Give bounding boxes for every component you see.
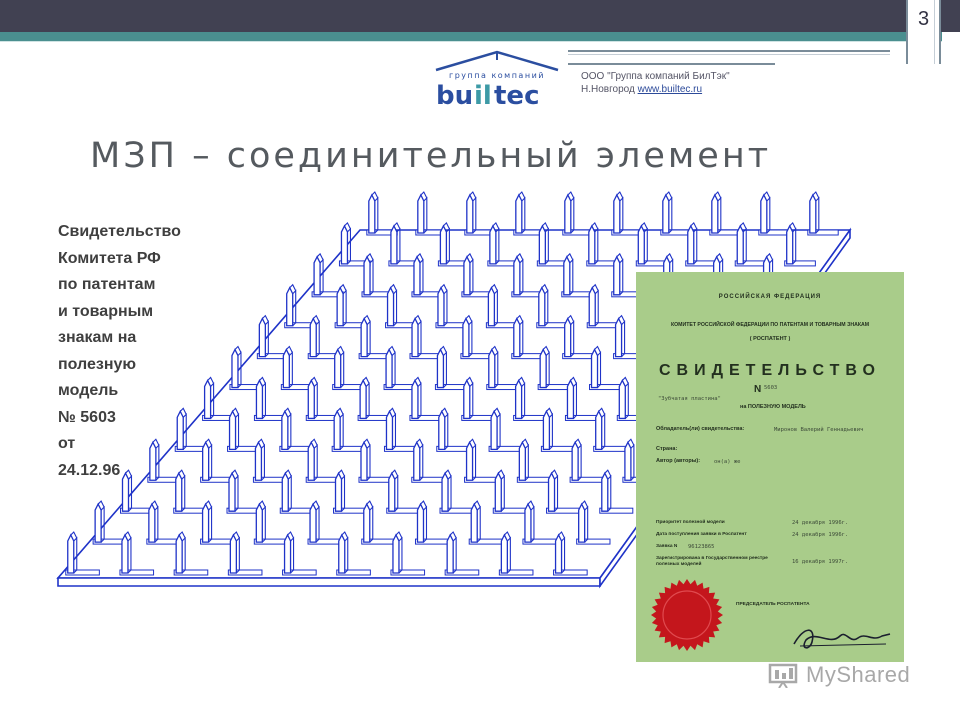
cert-priority-label: Приоритет полезной модели bbox=[656, 520, 725, 525]
cert-registered-label: Зарегистрирована в Государственном реестре полезных моделей bbox=[656, 556, 768, 567]
plate-tooth bbox=[490, 226, 496, 264]
plate-tooth bbox=[501, 535, 507, 573]
plate-tooth bbox=[334, 411, 340, 449]
company-name: ООО "Группа компаний БилТэк" bbox=[581, 71, 730, 82]
plate-tooth bbox=[737, 226, 743, 264]
plate-tooth bbox=[439, 411, 445, 449]
plate-tooth bbox=[663, 195, 669, 233]
plate-tooth bbox=[464, 380, 470, 418]
plate-tooth bbox=[335, 350, 341, 388]
caption-line: Комитета РФ bbox=[58, 249, 161, 267]
red-seal bbox=[650, 578, 724, 652]
plate-tooth bbox=[149, 504, 155, 542]
cert-heading: СВИДЕТЕЛЬСТВО bbox=[659, 362, 881, 379]
plate-tooth bbox=[602, 473, 608, 511]
cert-author-value: он(а) же bbox=[714, 459, 741, 465]
plate-tooth bbox=[339, 535, 345, 573]
plate-tooth bbox=[259, 319, 265, 357]
plate-tooth bbox=[467, 195, 473, 233]
plate-tooth bbox=[341, 226, 347, 264]
plate-tooth bbox=[525, 504, 531, 542]
plate-tooth bbox=[589, 288, 595, 326]
plate-tooth bbox=[314, 257, 320, 295]
svg-text:bu: bu bbox=[436, 81, 474, 110]
plate-tooth bbox=[68, 535, 74, 573]
plate-tooth bbox=[337, 288, 343, 326]
plate-tooth bbox=[567, 380, 573, 418]
plate-tooth bbox=[418, 195, 424, 233]
caption-line: № 5603 bbox=[58, 408, 116, 426]
seal-shape bbox=[651, 579, 723, 651]
plate-tooth bbox=[308, 380, 314, 418]
plate-tooth bbox=[491, 411, 497, 449]
chairman-signature bbox=[786, 616, 896, 656]
cert-application-label: Заявка N bbox=[656, 544, 678, 549]
plate-tooth bbox=[489, 350, 495, 388]
plate-tooth bbox=[256, 504, 262, 542]
plate-tooth bbox=[414, 257, 420, 295]
plate-tooth bbox=[447, 535, 453, 573]
plate-tooth bbox=[361, 319, 367, 357]
plate-tooth bbox=[712, 195, 718, 233]
watermark-text: MyShared bbox=[806, 662, 911, 687]
plate-tooth bbox=[386, 411, 392, 449]
cert-committee: КОМИТЕТ РОССИЙСКОЙ ФЕДЕРАЦИИ ПО ПАТЕНТАМ И ТОВАРНЫМ ЗНАКАМ bbox=[670, 322, 870, 328]
plate-tooth bbox=[761, 195, 767, 233]
plate-tooth bbox=[282, 411, 288, 449]
plate-tooth bbox=[616, 319, 622, 357]
caption-line: полезную bbox=[58, 355, 137, 373]
plate-tooth bbox=[391, 226, 397, 264]
cert-number-label: N bbox=[754, 384, 762, 395]
plate-tooth bbox=[565, 319, 571, 357]
plate-tooth bbox=[287, 288, 293, 326]
plate-tooth bbox=[203, 504, 209, 542]
plate-tooth bbox=[310, 319, 316, 357]
cert-author-label: Автор (авторы): bbox=[656, 458, 701, 464]
plate-tooth bbox=[393, 535, 399, 573]
plate-tooth bbox=[463, 319, 469, 357]
plate-tooth bbox=[565, 195, 571, 233]
svg-text:il: il bbox=[474, 81, 492, 110]
plate-tooth bbox=[412, 319, 418, 357]
caption-line: модель bbox=[58, 382, 119, 399]
cert-owner-label: Обладатель(ли) свидетельства: bbox=[656, 426, 745, 432]
plate-tooth bbox=[467, 442, 473, 480]
company-website-link[interactable]: www.builtec.ru bbox=[637, 84, 703, 95]
caption-line: 24.12.96 bbox=[58, 461, 121, 479]
plate-tooth bbox=[122, 535, 128, 573]
plate-tooth bbox=[596, 411, 602, 449]
plate-tooth bbox=[592, 350, 598, 388]
plate-tooth bbox=[519, 442, 525, 480]
cert-number: 5603 bbox=[764, 385, 778, 391]
plate-tooth bbox=[437, 350, 443, 388]
cert-application-value: 96123865 bbox=[688, 544, 715, 550]
plate-tooth bbox=[440, 226, 446, 264]
plate-tooth bbox=[285, 535, 291, 573]
cert-country: РОССИЙСКАЯ ФЕДЕРАЦИЯ bbox=[718, 294, 822, 300]
caption-line: знакам на bbox=[58, 329, 137, 346]
plate-tooth bbox=[256, 380, 262, 418]
plate-tooth bbox=[438, 288, 444, 326]
plate-tooth bbox=[688, 226, 694, 264]
plate-tooth bbox=[417, 504, 423, 542]
caption-line: по патентам bbox=[58, 276, 156, 293]
cert-model-label: на ПОЛЕЗНУЮ МОДЕЛЬ bbox=[740, 404, 806, 410]
plate-tooth bbox=[283, 350, 289, 388]
plate-tooth bbox=[810, 195, 816, 233]
plate-tooth bbox=[614, 195, 620, 233]
plate-edge bbox=[58, 578, 600, 586]
plate-tooth bbox=[572, 442, 578, 480]
plate-tooth bbox=[336, 473, 342, 511]
plate-tooth bbox=[579, 504, 585, 542]
company-city: Н.Новгород bbox=[581, 84, 638, 95]
certificate-caption bbox=[58, 219, 248, 484]
cert-owner-value: Миронов Валерий Геннадьевич bbox=[774, 427, 864, 433]
plate-tooth bbox=[539, 288, 545, 326]
plate-tooth bbox=[556, 535, 562, 573]
plate-tooth bbox=[95, 504, 101, 542]
plate-tooth bbox=[442, 473, 448, 511]
slide-number: 3 bbox=[917, 8, 930, 30]
plate-tooth bbox=[625, 442, 631, 480]
presentation-icon bbox=[768, 662, 802, 688]
plate-tooth bbox=[388, 288, 394, 326]
plate-tooth bbox=[414, 442, 420, 480]
cert-country-label: Страна: bbox=[656, 446, 678, 452]
plate-tooth bbox=[360, 380, 366, 418]
plate-tooth bbox=[308, 442, 314, 480]
plate-tooth bbox=[787, 226, 793, 264]
caption-line: и товарным bbox=[58, 302, 154, 320]
plate-tooth bbox=[230, 535, 236, 573]
plate-tooth bbox=[638, 226, 644, 264]
plate-tooth bbox=[361, 442, 367, 480]
cert-priority-value: 24 декабря 1996г. bbox=[792, 520, 849, 526]
myshared-watermark bbox=[768, 660, 928, 690]
caption-line: Свидетельство bbox=[58, 223, 181, 240]
plate-tooth bbox=[386, 350, 392, 388]
cert-committee-short: ( РОСПАТЕНТ ) bbox=[749, 336, 791, 342]
plate-tooth bbox=[514, 257, 520, 295]
plate-tooth bbox=[488, 288, 494, 326]
cert-chairman: ПРЕДСЕДАТЕЛЬ РОСПАТЕНТА bbox=[736, 602, 810, 607]
slide-title: МЗП – соединительный элемент bbox=[90, 136, 772, 176]
cert-filed-value: 24 декабря 1996г. bbox=[792, 532, 849, 538]
plate-tooth bbox=[412, 380, 418, 418]
plate-tooth bbox=[549, 473, 555, 511]
patent-certificate bbox=[636, 272, 904, 662]
plate-tooth bbox=[619, 380, 625, 418]
plate-tooth bbox=[176, 535, 182, 573]
plate-tooth bbox=[516, 195, 522, 233]
plate-tooth bbox=[389, 473, 395, 511]
svg-text:группа компаний: группа компаний bbox=[449, 71, 545, 80]
svg-text:tec: tec bbox=[494, 81, 540, 110]
plate-tooth bbox=[282, 473, 288, 511]
plate-tooth bbox=[310, 504, 316, 542]
cert-model-name: "Зубчатая пластина" bbox=[658, 396, 721, 402]
plate-tooth bbox=[255, 442, 261, 480]
plate-tooth bbox=[464, 257, 470, 295]
caption-line: от bbox=[58, 435, 76, 452]
plate-tooth bbox=[364, 504, 370, 542]
cert-filed-label: Дата поступления заявки в Роспатент bbox=[656, 532, 747, 537]
cert-registered-value: 16 декабря 1997г. bbox=[792, 559, 849, 565]
plate-tooth bbox=[543, 411, 549, 449]
plate-tooth bbox=[540, 350, 546, 388]
plate-tooth bbox=[369, 195, 375, 233]
plate-tooth bbox=[516, 380, 522, 418]
plate-tooth bbox=[539, 226, 545, 264]
plate-tooth bbox=[614, 257, 620, 295]
plate-tooth bbox=[514, 319, 520, 357]
plate-tooth bbox=[471, 504, 477, 542]
plate-tooth bbox=[364, 257, 370, 295]
plate-tooth bbox=[564, 257, 570, 295]
plate-tooth bbox=[495, 473, 501, 511]
plate-tooth bbox=[589, 226, 595, 264]
